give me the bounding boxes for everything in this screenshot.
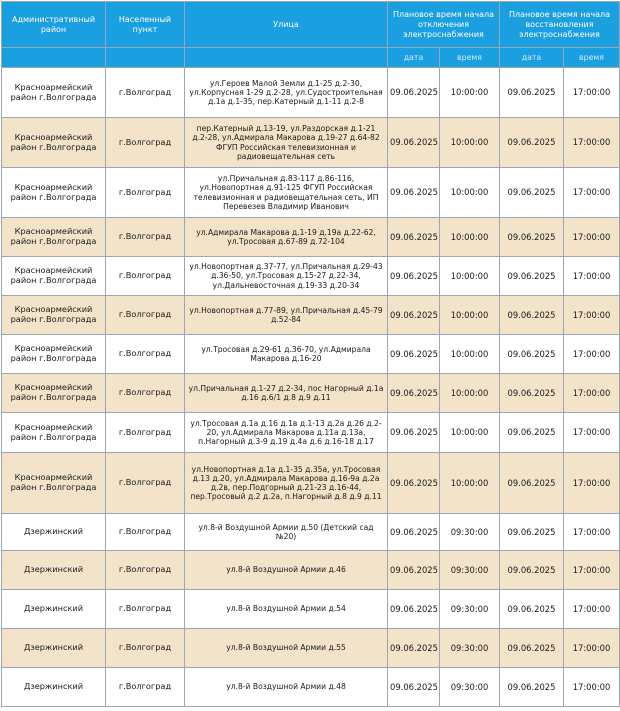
cell-on-time: 17:00:00 xyxy=(564,374,620,413)
cell-off-date: 09.06.2025 xyxy=(388,629,440,668)
cell-on-time: 17:00:00 xyxy=(564,413,620,453)
cell-on-date: 09.06.2025 xyxy=(500,118,564,168)
cell-street: ул.Новопортная д.1а д.1-35 д.35а, ул.Тросовая д.13 д.20, ул.Адмирала Макарова д.16-9а д.2а д.2в, пер.Подгорный д.21-23 д.16-44, пер.Тросовый д.2 д.2а, п.Нагорный д.8 д.9 д.11 xyxy=(185,453,388,514)
cell-street: ул.Тросовая д.29-61 д.36-70, ул.Адмирала Макарова д.16-20 xyxy=(185,335,388,374)
cell-district: Дзержинский xyxy=(2,629,106,668)
cell-settlement: г.Волгоград xyxy=(106,374,185,413)
header-off: Плановое время начала отключения электроснабжения xyxy=(388,2,500,48)
table-row xyxy=(2,668,620,707)
cell-off-date: 09.06.2025 xyxy=(388,257,440,296)
cell-on-date: 09.06.2025 xyxy=(500,668,564,707)
cell-off-date: 09.06.2025 xyxy=(388,374,440,413)
cell-street: ул.Адмирала Макарова д.1-19 д.19а д.22-62, ул.Тросовая д.67-89 д.72-104 xyxy=(185,218,388,257)
table-row xyxy=(2,551,620,590)
cell-on-time: 17:00:00 xyxy=(564,514,620,551)
cell-district: Дзержинский xyxy=(2,590,106,629)
table-row xyxy=(2,335,620,374)
table-row xyxy=(2,168,620,218)
cell-off-date: 09.06.2025 xyxy=(388,514,440,551)
header-district: Административный район xyxy=(2,2,106,48)
cell-settlement: г.Волгоград xyxy=(106,590,185,629)
cell-off-time: 09:30:00 xyxy=(440,514,500,551)
cell-off-date: 09.06.2025 xyxy=(388,335,440,374)
cell-on-date: 09.06.2025 xyxy=(500,453,564,514)
cell-off-time: 10:00:00 xyxy=(440,296,500,335)
cell-off-date: 09.06.2025 xyxy=(388,168,440,218)
cell-off-date: 09.06.2025 xyxy=(388,453,440,514)
cell-off-time: 10:00:00 xyxy=(440,374,500,413)
cell-on-date: 09.06.2025 xyxy=(500,590,564,629)
cell-street: пер.Катерный д.13-19, ул.Раздорская д.1-21 д.2-28, ул.Адмирала Макарова д.19-27 д.64-82 ФГУП Российская телевизионная и радиовещательная сеть xyxy=(185,118,388,168)
header-on-date: дата xyxy=(500,48,564,68)
table-row xyxy=(2,296,620,335)
cell-off-date: 09.06.2025 xyxy=(388,413,440,453)
cell-on-date: 09.06.2025 xyxy=(500,514,564,551)
table-row xyxy=(2,68,620,118)
cell-district: Дзержинский xyxy=(2,514,106,551)
table-header xyxy=(2,2,620,68)
cell-off-time: 10:00:00 xyxy=(440,218,500,257)
cell-district: Дзержинский xyxy=(2,551,106,590)
cell-off-time: 10:00:00 xyxy=(440,118,500,168)
cell-settlement: г.Волгоград xyxy=(106,168,185,218)
cell-street: ул.Героев Малой Земли д.1-25 д.2-30, ул.Корпусная 1-29 д.2-28, ул.Судостроительная д.1а д.1-35, пер.Катерный д.1-11 д.2-8 xyxy=(185,68,388,118)
cell-off-date: 09.06.2025 xyxy=(388,590,440,629)
cell-settlement: г.Волгоград xyxy=(106,551,185,590)
cell-off-time: 10:00:00 xyxy=(440,257,500,296)
cell-on-time: 17:00:00 xyxy=(564,629,620,668)
cell-district: Красноармейский район г.Волгограда xyxy=(2,374,106,413)
cell-settlement: г.Волгоград xyxy=(106,514,185,551)
cell-street: ул.Причальная д.1-27 д.2-34, пос Нагорный д.1а д.16 д.6/1 д.8 д.9 д.11 xyxy=(185,374,388,413)
cell-on-time: 17:00:00 xyxy=(564,118,620,168)
cell-off-date: 09.06.2025 xyxy=(388,668,440,707)
cell-district: Дзержинский xyxy=(2,668,106,707)
cell-off-time: 10:00:00 xyxy=(440,335,500,374)
cell-on-time: 17:00:00 xyxy=(564,590,620,629)
header-off-time: время xyxy=(440,48,500,68)
cell-off-time: 10:00:00 xyxy=(440,168,500,218)
cell-street: ул.8-й Воздушной Армии д.46 xyxy=(185,551,388,590)
cell-settlement: г.Волгоград xyxy=(106,453,185,514)
cell-off-date: 09.06.2025 xyxy=(388,118,440,168)
cell-settlement: г.Волгоград xyxy=(106,668,185,707)
cell-on-time: 17:00:00 xyxy=(564,168,620,218)
cell-on-time: 17:00:00 xyxy=(564,335,620,374)
cell-on-time: 17:00:00 xyxy=(564,218,620,257)
header-settlement: Населенный пункт xyxy=(106,2,185,48)
cell-settlement: г.Волгоград xyxy=(106,118,185,168)
cell-on-date: 09.06.2025 xyxy=(500,168,564,218)
cell-district: Красноармейский район г.Волгограда xyxy=(2,68,106,118)
outage-table xyxy=(1,1,620,707)
cell-district: Красноармейский район г.Волгограда xyxy=(2,296,106,335)
cell-district: Красноармейский район г.Волгограда xyxy=(2,257,106,296)
cell-settlement: г.Волгоград xyxy=(106,68,185,118)
cell-street: ул.8-й Воздушной Армии д.50 (Детский сад №20) xyxy=(185,514,388,551)
table-body xyxy=(2,68,620,707)
cell-settlement: г.Волгоград xyxy=(106,335,185,374)
cell-off-time: 10:00:00 xyxy=(440,453,500,514)
table-row xyxy=(2,218,620,257)
header-blank-2 xyxy=(106,48,185,68)
cell-street: ул.8-й Воздушной Армии д.48 xyxy=(185,668,388,707)
table-row xyxy=(2,118,620,168)
cell-on-time: 17:00:00 xyxy=(564,68,620,118)
cell-district: Красноармейский район г.Волгограда xyxy=(2,118,106,168)
cell-settlement: г.Волгоград xyxy=(106,413,185,453)
cell-settlement: г.Волгоград xyxy=(106,218,185,257)
cell-on-time: 17:00:00 xyxy=(564,296,620,335)
header-on: Плановое время начала восстановления электроснабжения xyxy=(500,2,620,48)
cell-district: Красноармейский район г.Волгограда xyxy=(2,335,106,374)
header-blank-3 xyxy=(185,48,388,68)
cell-on-time: 17:00:00 xyxy=(564,668,620,707)
cell-street: ул.8-й Воздушной Армии д.54 xyxy=(185,590,388,629)
cell-off-time: 09:30:00 xyxy=(440,629,500,668)
cell-district: Красноармейский район г.Волгограда xyxy=(2,218,106,257)
cell-district: Красноармейский район г.Волгограда xyxy=(2,453,106,514)
table-row xyxy=(2,629,620,668)
header-blank-1 xyxy=(2,48,106,68)
cell-off-date: 09.06.2025 xyxy=(388,218,440,257)
cell-off-time: 10:00:00 xyxy=(440,68,500,118)
cell-street: ул.Новопортная д.77-89, ул.Причальная д.45-79 д.52-84 xyxy=(185,296,388,335)
table-row xyxy=(2,257,620,296)
cell-street: ул.Новопортная д.37-77, ул.Причальная д.29-43 д.36-50, ул.Тросовая д.15-27 д.22-34, ул.Дальневосточная д.19-33 д.20-34 xyxy=(185,257,388,296)
cell-on-time: 17:00:00 xyxy=(564,453,620,514)
cell-off-date: 09.06.2025 xyxy=(388,551,440,590)
cell-on-time: 17:00:00 xyxy=(564,257,620,296)
cell-off-date: 09.06.2025 xyxy=(388,296,440,335)
cell-off-time: 09:30:00 xyxy=(440,590,500,629)
cell-district: Красноармейский район г.Волгограда xyxy=(2,413,106,453)
cell-on-date: 09.06.2025 xyxy=(500,68,564,118)
cell-on-date: 09.06.2025 xyxy=(500,374,564,413)
cell-on-date: 09.06.2025 xyxy=(500,551,564,590)
cell-on-date: 09.06.2025 xyxy=(500,296,564,335)
table-row xyxy=(2,453,620,514)
header-street: Улица xyxy=(185,2,388,48)
cell-off-time: 10:00:00 xyxy=(440,413,500,453)
table-row xyxy=(2,514,620,551)
cell-settlement: г.Волгоград xyxy=(106,296,185,335)
cell-on-date: 09.06.2025 xyxy=(500,335,564,374)
cell-on-time: 17:00:00 xyxy=(564,551,620,590)
header-on-time: время xyxy=(564,48,620,68)
cell-street: ул.Причальная д.83-117 д.86-116, ул.Новопортная д.91-125 ФГУП Российская телевизионная и радиовещательная сеть, ИП Перевезев Владимир Иванович xyxy=(185,168,388,218)
header-off-date: дата xyxy=(388,48,440,68)
cell-on-date: 09.06.2025 xyxy=(500,257,564,296)
cell-street: ул.Тросовая д.1а д.16 д.1в д.1-13 д.2а д.26 д.2-20, ул.Адмирала Макарова д.11а д.13а, п.Нагорный д.3-9 д.19 д.4а д.6 д.16-18 д.17 xyxy=(185,413,388,453)
cell-on-date: 09.06.2025 xyxy=(500,629,564,668)
cell-on-date: 09.06.2025 xyxy=(500,413,564,453)
cell-off-time: 09:30:00 xyxy=(440,668,500,707)
cell-off-time: 09:30:00 xyxy=(440,551,500,590)
cell-settlement: г.Волгоград xyxy=(106,629,185,668)
cell-street: ул.8-й Воздушной Армии д.55 xyxy=(185,629,388,668)
table-row xyxy=(2,374,620,413)
cell-settlement: г.Волгоград xyxy=(106,257,185,296)
cell-off-date: 09.06.2025 xyxy=(388,68,440,118)
table-row xyxy=(2,413,620,453)
table-row xyxy=(2,590,620,629)
cell-on-date: 09.06.2025 xyxy=(500,218,564,257)
cell-district: Красноармейский район г.Волгограда xyxy=(2,168,106,218)
